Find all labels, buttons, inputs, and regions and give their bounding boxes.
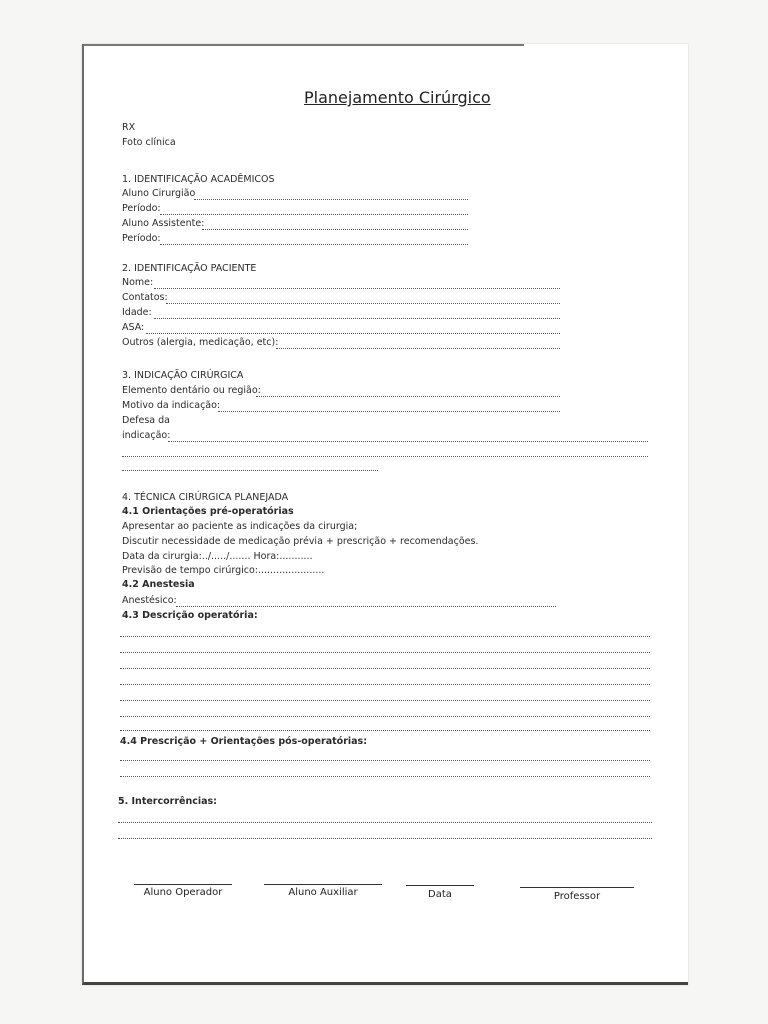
field-aluno-cirurgiao: Aluno Cirurgião: [122, 188, 196, 199]
text-data-cirurgia: Data da cirurgia:../...../....... Hora:...........: [122, 551, 313, 562]
field-outros: Outros (alergia, medicação, etc):: [122, 337, 279, 348]
subsection-4-1: 4.1 Orientações pré-operatórias: [122, 506, 294, 517]
section-3-heading: 3. INDICAÇÃO CIRÚRGICA: [122, 370, 244, 381]
field-periodo-1: Período:: [122, 203, 161, 214]
section-4-heading: 4. TÉCNICA CIRÚRGICA PLANEJADA: [122, 492, 289, 503]
descricao-line-7[interactable]: [120, 730, 650, 731]
field-idade-line[interactable]: [154, 318, 560, 319]
prescricao-line-1[interactable]: [120, 760, 650, 761]
field-indicacao-line-2[interactable]: [122, 456, 648, 457]
field-defesa-da: Defesa da: [122, 415, 170, 426]
field-elemento-dentario: Elemento dentário ou região:: [122, 385, 261, 396]
field-idade: Idade:: [122, 307, 152, 318]
field-contatos: Contatos:: [122, 292, 168, 303]
subsection-4-4: 4.4 Prescrição + Orientações pós-operatórias:: [120, 736, 367, 747]
signature-label-auxiliar: Aluno Auxiliar: [288, 887, 358, 898]
field-aluno-assistente-line[interactable]: [202, 229, 468, 230]
signature-line-operador[interactable]: [134, 884, 232, 885]
field-outros-line[interactable]: [276, 348, 560, 349]
field-aluno-cirurgiao-line[interactable]: [194, 199, 468, 200]
intercorrencias-line-2[interactable]: [118, 838, 652, 839]
section-5-heading: 5. Intercorrências:: [118, 796, 217, 807]
field-motivo-indicacao-line[interactable]: [218, 411, 560, 412]
field-asa-line[interactable]: [146, 333, 560, 334]
field-aluno-assistente: Aluno Assistente:: [122, 218, 205, 229]
signature-line-professor[interactable]: [520, 887, 634, 888]
field-periodo-2: Período:: [122, 233, 161, 244]
signature-label-data: Data: [428, 889, 452, 900]
text-discutir: Discutir necessidade de medicação prévia + prescrição + recomendações.: [122, 536, 479, 547]
field-nome-line[interactable]: [154, 288, 560, 289]
form-page: [82, 44, 688, 985]
descricao-line-3[interactable]: [120, 668, 650, 669]
descricao-line-2[interactable]: [120, 652, 650, 653]
text-apresentar: Apresentar ao paciente as indicações da cirurgia;: [122, 521, 358, 532]
field-nome: Nome:: [122, 277, 154, 288]
form-title: Planejamento Cirúrgico: [304, 88, 491, 107]
field-motivo-indicacao: Motivo da indicação:: [122, 400, 221, 411]
field-periodo-2-line[interactable]: [160, 244, 468, 245]
descricao-line-6[interactable]: [120, 716, 650, 717]
page-top-edge: [84, 44, 524, 46]
section-1-heading: 1. IDENTIFICAÇÃO ACADÊMICOS: [122, 174, 275, 185]
text-previsao-tempo: Previsão de tempo cirúrgico:......................: [122, 565, 325, 576]
field-anestesico-line[interactable]: [176, 606, 556, 607]
signature-label-operador: Aluno Operador: [143, 887, 223, 898]
field-anestesico: Anestésico:: [122, 595, 177, 606]
prescricao-line-2[interactable]: [120, 776, 650, 777]
descricao-line-5[interactable]: [120, 700, 650, 701]
descricao-line-1[interactable]: [120, 636, 650, 637]
field-periodo-1-line[interactable]: [160, 214, 468, 215]
section-2-heading: 2. IDENTIFICAÇÃO PACIENTE: [122, 263, 257, 274]
field-indicacao-line-3[interactable]: [122, 470, 378, 471]
signature-label-professor: Professor: [553, 891, 601, 902]
subsection-4-2: 4.2 Anestesia: [122, 579, 195, 590]
field-indicacao: indicação:: [122, 430, 171, 441]
signature-line-data[interactable]: [406, 885, 474, 886]
descricao-line-4[interactable]: [120, 684, 650, 685]
rx-label: RX: [122, 122, 136, 133]
signature-line-auxiliar[interactable]: [264, 884, 382, 885]
field-contatos-line[interactable]: [166, 303, 560, 304]
field-elemento-dentario-line[interactable]: [256, 396, 560, 397]
intercorrencias-line-1[interactable]: [118, 822, 652, 823]
foto-clinica-label: Foto clínica: [122, 137, 176, 148]
field-asa: ASA:: [122, 322, 145, 333]
field-indicacao-line-1[interactable]: [168, 441, 648, 442]
subsection-4-3: 4.3 Descrição operatória:: [122, 610, 258, 621]
